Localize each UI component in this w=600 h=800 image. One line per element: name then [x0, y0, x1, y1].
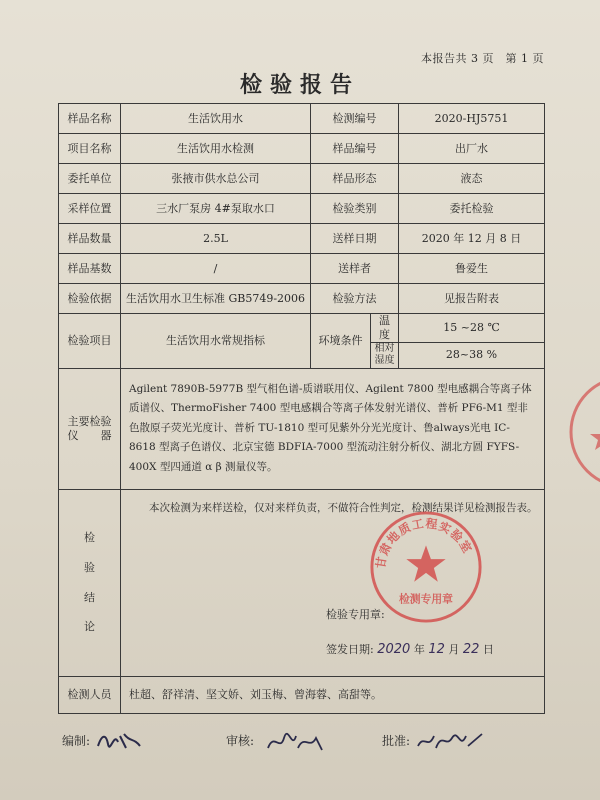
instruments-text: Agilent 7890B-5977B 型气相色谱-质谱联用仪、Agilent 7800 型电感耦合等离子体质谱仪、ThermoFisher 7400 型电感耦合等离子体发射光谱仪、普析 PF6-M1 型非色散原子荧光光度计、普析 TU-1810 型可见紫外分光光度计、鲁always光电 IC-8618 型离子色谱仪、北京宝德 BDFIA-7000 型流动注射分析仪、湖北方圆 FYFS-400X 型四通道 α β 测量仪等。 — [121, 368, 545, 489]
temp-label: 温 度 — [371, 314, 399, 343]
page-title: 检验报告 — [239, 72, 360, 98]
conclusion-cell — [121, 489, 545, 676]
sender-value: 鲁爱生 — [399, 254, 545, 284]
editor-label: 编制: — [62, 734, 91, 748]
instruments-label — [59, 368, 121, 489]
qty-value: 2.5L — [121, 224, 311, 254]
location-value: 三水厂泵房 4#泵取水口 — [121, 194, 311, 224]
item-label: 检验项目 — [59, 314, 121, 369]
seal-label: 检验专用章: — [326, 607, 385, 621]
conclusion-text: 本次检测为来样送检，仅对来样负责，不做符合性判定，检测结果详见检测报告表。 — [149, 501, 538, 514]
sample-name-label: 样品名称 — [59, 104, 121, 134]
sign-date-day: 22 — [462, 641, 480, 657]
form-value: 液态 — [399, 164, 545, 194]
instruments-label-line2: 仪 器 — [67, 428, 112, 442]
location-label: 采样位置 — [59, 194, 121, 224]
conclusion-label-char: 论 — [84, 620, 95, 634]
sign-date-month: 12 — [428, 641, 445, 657]
editor-signature-icon — [96, 728, 144, 754]
env-label: 环境条件 — [311, 314, 371, 369]
conclusion-label-char: 结 — [84, 590, 95, 604]
send-date-value: 2020 年 12 月 8 日 — [399, 224, 545, 254]
report-table — [58, 103, 545, 714]
base-value: / — [121, 254, 311, 284]
people-label: 检测人员 — [59, 676, 121, 713]
conclusion-label-char: 验 — [84, 560, 95, 574]
approver-label: 批准: — [382, 734, 411, 748]
seal-text: 甘肃地质工程实验室 — [373, 515, 475, 569]
sender-label: 送样者 — [311, 254, 399, 284]
temp-value: 15 ~28 ℃ — [399, 314, 545, 343]
sign-date-label: 签发日期: — [326, 642, 374, 656]
method-label: 检验方法 — [311, 284, 399, 314]
qty-label: 样品数量 — [59, 224, 121, 254]
base-label: 样品基数 — [59, 254, 121, 284]
instruments-label-line1: 主要检验 — [67, 414, 112, 428]
seal-bottom-text: 检测专用章 — [399, 591, 453, 605]
project-value: 生活饮用水检测 — [121, 134, 311, 164]
sample-name-value: 生活饮用水 — [121, 104, 311, 134]
reviewer-signature-icon — [266, 728, 326, 756]
conclusion-label-char: 检 — [84, 531, 95, 544]
conclusion-label — [59, 489, 121, 676]
client-value: 张掖市供水总公司 — [121, 164, 311, 194]
sample-no-label: 样品编号 — [311, 134, 399, 164]
page-info: 本报告共 3 页 第 1 页 — [421, 52, 544, 65]
sign-date-year: 2020 — [377, 641, 411, 657]
test-no-label: 检测编号 — [311, 104, 399, 134]
client-label: 委托单位 — [59, 164, 121, 194]
basis-value: 生活饮用水卫生标准 GB5749-2006 — [121, 284, 311, 314]
basis-label: 检验依据 — [59, 284, 121, 314]
sign-date-day-unit: 日 — [482, 642, 494, 656]
test-no-value: 2020-HJ5751 — [399, 104, 545, 134]
reviewer-label: 审核: — [226, 734, 255, 748]
partial-seal-icon — [566, 372, 600, 492]
form-label: 样品形态 — [311, 164, 399, 194]
humid-value: 28~38 % — [399, 342, 545, 368]
sign-date-year-unit: 年 — [413, 642, 425, 656]
category-label: 检验类别 — [311, 194, 399, 224]
send-date-label: 送样日期 — [311, 224, 399, 254]
humid-label: 相对湿度 — [371, 342, 399, 368]
sign-date-month-unit: 月 — [448, 642, 460, 656]
method-value: 见报告附表 — [399, 284, 545, 314]
project-label: 项目名称 — [59, 134, 121, 164]
sign-date — [326, 642, 494, 658]
category-value: 委托检验 — [399, 194, 545, 224]
item-value: 生活饮用水常规指标 — [121, 314, 311, 369]
people-names: 杜超、舒祥清、坚文娇、刘玉梅、曾海蓉、高甜等。 — [121, 676, 545, 713]
approver-signature-icon — [416, 728, 486, 756]
sample-no-value: 出厂水 — [399, 134, 545, 164]
